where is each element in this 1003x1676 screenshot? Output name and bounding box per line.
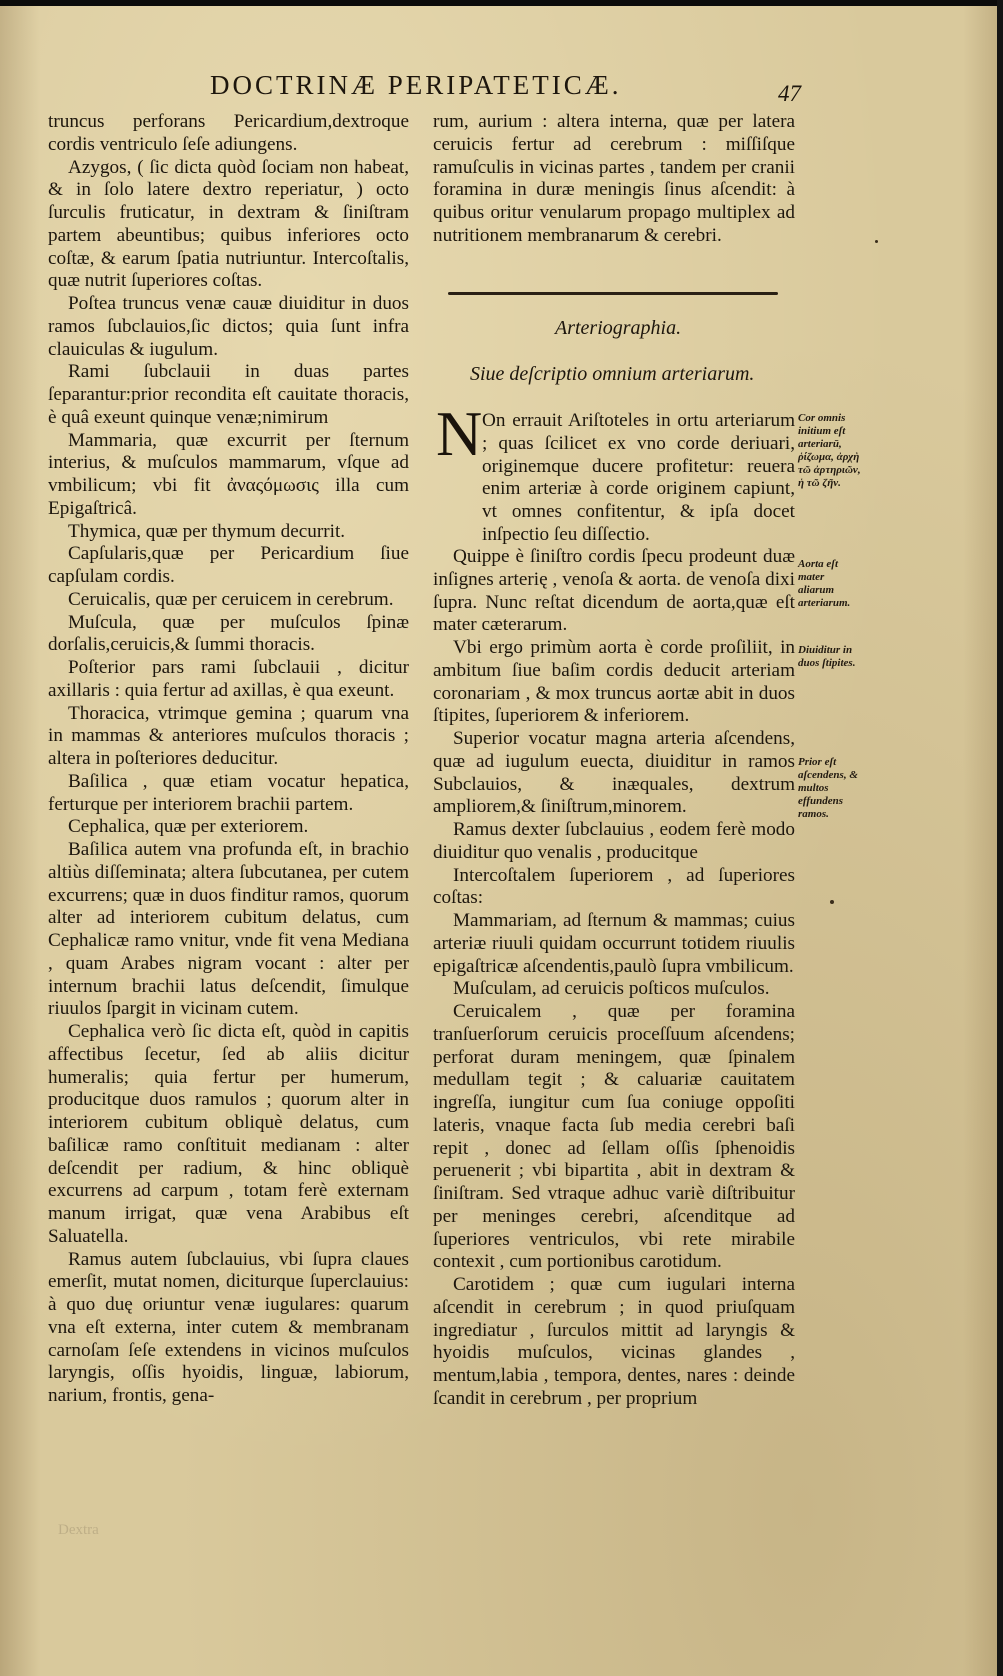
margin-note: Prior eſt aſcendens, & multos effundens ramos.	[798, 756, 858, 820]
paragraph: Superior vocatur magna arteria aſcendens, quæ ad iugulum euecta, diuiditur in ramos Subclauios, & inæquales, dextrum ampliorem,& ſiniſtrum,minorem.	[433, 728, 795, 818]
margin-note: Diuiditur in duos ſtipites.	[798, 644, 856, 669]
paragraph: Carotidem ; quæ cum iugulari interna aſcendit in cerebrum ; in quod priuſquam ingrediatur , ſurculos mittit ad laryngis & hyoidis muſculos, vicinas glandes , mentum,labia , tempora, dentes, nares : deinde ſcandit in cerebrum , per proprium	[433, 1274, 795, 1409]
right-column-lower	[433, 546, 795, 1411]
scan-right-edge	[997, 0, 1003, 1676]
margin-note: Aorta eſt mater aliarum arteriarum.	[798, 558, 851, 609]
paragraph: Baſilica autem vna profunda eſt, in brachio altiùs diſſeminata; altera ſubcutanea, per cutem excurrens; quæ in duos finditur ramos, quorum alter ad interiorem cubitum delatus, cum Cephalicæ ramo vnitur, vnde fit vena Mediana , quam Arabes nigram vocant : alter per internum brachii latus deſcendit, ſimulque riuulos ſpargit in vicinam cutem.	[48, 839, 409, 1020]
first-paragraph: On errauit Ariſtoteles in ortu arteriarum ; quas ſcilicet ex vno corde deriuari, originemque ducere profitetur: reuera enim arteriæ à corde originem capiunt, vt omnes confitentur, & ipſa docet inſpectio ſeu diſſectio.	[482, 410, 795, 545]
margin-note: Cor omnis initium eſt arteriarū, ῥίζωμα, ἀρχὴ τῶ ἀρτηριῶν, ἡ τῶ ζῆν.	[798, 412, 861, 489]
section-subheading: Siue deſcriptio omnium arteriarum.	[470, 363, 755, 385]
right-column-top	[433, 111, 795, 248]
paragraph: Mammariam, ad ſternum & mammas; cuius arteriæ riuuli quidam occurrunt totidem riuulis epigaſtricæ aſcendentis,paulò ſupra vmbilicum.	[433, 910, 795, 977]
paragraph: Poſterior pars rami ſubclauii , dicitur axillaris : quia fertur ad axillas, è qua exeunt.	[48, 657, 409, 701]
ink-speck	[875, 240, 878, 243]
paragraph: Ceruicalis, quæ per ceruicem in cerebrum.	[68, 588, 394, 610]
catchword: Dextra	[58, 1522, 99, 1538]
paragraph: Ramus autem ſubclauius, vbi ſupra claues emerſit, mutat nomen, diciturque ſuperclauius: à quo duę oriuntur venæ iugulares: quarum vna eſt externa, inter cutem & membranam carnoſam ſeſe extendens in vicinos muſculos laryngis, oſſis hyoidis, linguæ, labiorum, narium, frontis, gena-	[48, 1248, 409, 1406]
paragraph: Muſcula, quæ per muſculos ſpinæ dorſalis,ceruicis,& ſummi thoracis.	[48, 611, 409, 656]
paragraph: Capſularis,quæ per Pericardium ſiue capſulam cordis.	[48, 543, 409, 587]
section-rule	[448, 292, 778, 295]
ink-speck	[830, 900, 834, 904]
paragraph: Ceruicalem , quæ per foramina tranſuerſorum ceruicis proceſſuum aſcendens; perforat duram meningem, quæ ſpinalem medullam tegit ; & caluariæ cauitatem ingreſſa, iungitur cum ſua coniuge oppoſiti lateris, vnaque facta ſub media cerebri baſi repit , donec ad ſellam oſſis ſphenoidis peruenerit ; vbi bipartita , abit in dextram & ſiniſtram. Sed vtraque adhuc variè diſtribuitur per meninges cerebri, aſcenditque ad ſuperiores ventriculos, vbi rete mirabile contexit , cum portionibus carotidum.	[433, 1001, 795, 1273]
paragraph: Azygos, ( ſic dicta quòd ſociam non habeat, & in ſolo latere dextro reperiatur, ) octo ſurculis fruticatur, in dextram & ſiniſtram partem abeuntibus; quibus inferiores octo coſtæ, & earum ſpatia nutriuntur. Intercoſtalis, quæ nutrit ſuperiores coſtas.	[48, 156, 409, 292]
paragraph: Quippe è ſiniſtro cordis ſpecu prodeunt duæ inſignes arterię , venoſa & aorta. de venoſa dixi ſupra. Nunc reſtat dicendum de aorta,quæ eſt mater cæterarum.	[433, 546, 795, 636]
paragraph: Mammaria, quæ excurrit per ſternum interius, & muſculos mammarum, vſque ad vmbilicum; vbi fit ἀναςόμωσις illa cum Epigaſtricâ.	[48, 429, 409, 519]
left-column	[48, 111, 409, 1408]
section-heading: Arteriographia.	[555, 317, 682, 339]
paragraph: truncus perforans Pericardium,dextroque cordis ventriculo ſeſe adiungens.	[48, 111, 409, 155]
paragraph: Cephalica, quæ per exteriorem.	[68, 816, 309, 838]
paragraph: Vbi ergo primùm aorta è corde proſiliit, in ambitum ſiue baſim cordis deducit arteriam coronariam , & mox truncus aortæ abit in duos ſtipites, ſuperiorem & inferiorem.	[433, 637, 795, 727]
paragraph: Poſtea truncus venæ cauæ diuiditur in duos ramos ſubclauios,ſic dictos; quia ſunt infra clauiculas & iugulum.	[48, 293, 409, 360]
scan-top-edge	[0, 0, 1003, 6]
drop-cap: N	[436, 398, 483, 469]
paragraph: Muſculam, ad ceruicis poſticos muſculos.	[453, 978, 770, 1000]
paragraph: Rami ſubclauii in duas partes ſeparantur:prior recondita eſt cauitate thoracis, è quâ exeunt quinque venæ;nimirum	[48, 361, 409, 428]
paragraph: Cephalica verò ſic dicta eſt, quòd in capitis affectibus ſecetur, ſed ab aliis dicitur humeralis; quia fertur per humerum, producitque duos ramulos ; quorum alter in interiorem cubitum obliquè delatus, cum baſilicæ ramo conſtituit medianam : alter deſcendit per radium, & hinc obliquè excurrens ad carpum , totam ferè externam manum irrigat, quæ vena Arabibus eſt Saluatella.	[48, 1021, 409, 1247]
running-head: DOCTRINÆ PERIPATETICÆ.	[210, 70, 622, 100]
paragraph: Intercoſtalem ſuperiorem , ad ſuperiores coſtas:	[433, 864, 795, 909]
paragraph: Baſilica , quæ etiam vocatur hepatica, ferturque per interiorem brachii partem.	[48, 770, 409, 815]
paragraph: Thoracica, vtrimque gemina ; quarum vna in mammas & anteriores muſculos thoracis ; altera in poſteriores deducitur.	[48, 702, 409, 769]
paragraph: Ramus dexter ſubclauius , eodem ferè modo diuiditur quo venalis , producitque	[433, 819, 795, 863]
paragraph: Thymica, quæ per thymum decurrit.	[68, 520, 346, 542]
page-number: 47	[778, 81, 801, 106]
paragraph: rum, aurium : altera interna, quæ per latera ceruicis fertur ad cerebrum : miſſiſque ramuſculis in vicinas partes , tandem per cranii foramina in duræ meningis ſinus aſcendit: à quibus oritur venularum propago multiplex ad nutritionem membranarum & cerebri.	[433, 111, 795, 246]
